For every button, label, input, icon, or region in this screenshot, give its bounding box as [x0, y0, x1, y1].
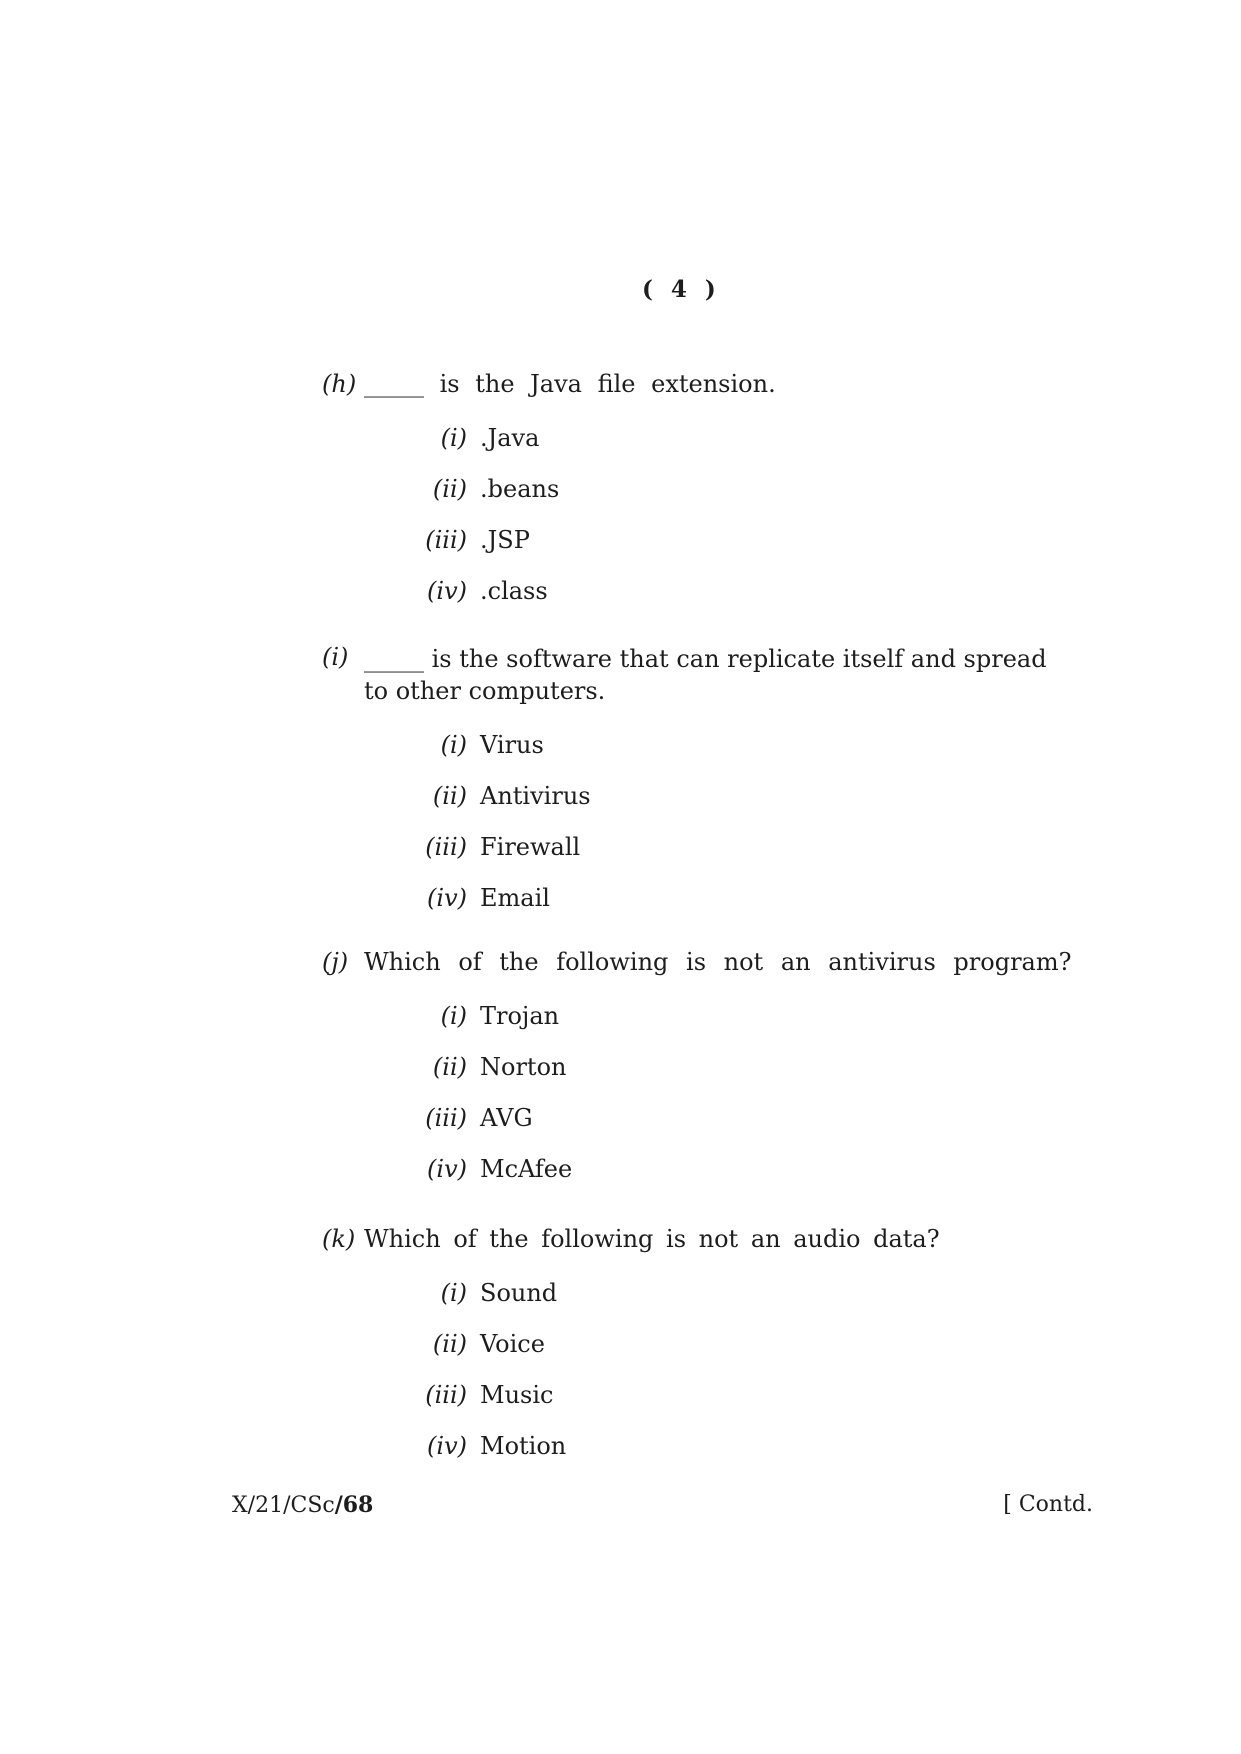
- option-label: McAfee: [480, 1155, 573, 1183]
- question-text: [364, 948, 1162, 976]
- option-row: [364, 577, 1162, 605]
- option-row: [364, 1002, 1162, 1030]
- option-label: Virus: [480, 731, 544, 759]
- question-k: [322, 1225, 1162, 1460]
- option-label: .Java: [480, 424, 540, 452]
- option-numeral: (ii): [432, 782, 467, 810]
- paper-code: [232, 1492, 373, 1518]
- option-list: [364, 731, 1162, 912]
- option-numeral: (ii): [432, 475, 467, 503]
- option-row: [364, 1155, 1162, 1183]
- option-numeral: (i): [440, 731, 467, 759]
- option-row: [364, 1381, 1162, 1409]
- question-text-line: to other computers.: [364, 677, 606, 705]
- option-row: [364, 526, 1162, 554]
- option-row: [364, 475, 1162, 503]
- question-h: [322, 370, 1162, 605]
- option-label: Norton: [480, 1053, 567, 1081]
- question-text-line: _____ is the Java file extension.: [364, 370, 776, 398]
- option-list: [364, 1002, 1162, 1183]
- question-text: [364, 370, 1162, 398]
- option-numeral: (i): [440, 424, 467, 452]
- option-row: [364, 782, 1162, 810]
- question-text-line: Which of the following is not an audio data?: [364, 1225, 940, 1253]
- question-label: (i): [322, 643, 349, 671]
- option-numeral: (iv): [427, 577, 467, 605]
- option-numeral: (iii): [425, 1381, 467, 1409]
- question-text-line: _____ is the software that can replicate itself and spread: [364, 645, 1047, 673]
- option-row: [364, 884, 1162, 912]
- option-row: [364, 1432, 1162, 1460]
- option-numeral: (iii): [425, 1104, 467, 1132]
- option-label: Firewall: [480, 833, 581, 861]
- option-label: Sound: [480, 1279, 558, 1307]
- question-text-line: Which of the following is not an antivirus program?: [364, 948, 1072, 976]
- option-numeral: (iv): [427, 1155, 467, 1183]
- option-row: [364, 1330, 1162, 1358]
- option-label: Trojan: [480, 1002, 560, 1030]
- question-label: (h): [322, 370, 357, 398]
- page-number: ( 4 ): [642, 276, 721, 303]
- option-numeral: (iv): [427, 884, 467, 912]
- option-row: [364, 1279, 1162, 1307]
- option-label: Voice: [480, 1330, 545, 1358]
- question-label: (j): [322, 948, 349, 976]
- option-numeral: (i): [440, 1279, 467, 1307]
- question-label: (k): [322, 1225, 356, 1253]
- option-label: .JSP: [480, 526, 530, 554]
- question-text: [364, 1225, 1162, 1253]
- option-row: [364, 1104, 1162, 1132]
- paper-code-regular: X/21/CSc: [232, 1493, 335, 1518]
- option-row: [364, 424, 1162, 452]
- option-numeral: (ii): [432, 1330, 467, 1358]
- option-label: .class: [480, 577, 548, 605]
- option-row: [364, 731, 1162, 759]
- option-numeral: (ii): [432, 1053, 467, 1081]
- option-label: Motion: [480, 1432, 567, 1460]
- option-label: Music: [480, 1381, 554, 1409]
- option-label: Email: [480, 884, 550, 912]
- question-j: [322, 948, 1162, 1183]
- paper-code-bold: /68: [334, 1492, 374, 1518]
- option-numeral: (i): [440, 1002, 467, 1030]
- question-text: [364, 643, 1162, 707]
- contd-note: [ Contd.: [1003, 1492, 1093, 1517]
- option-numeral: (iii): [425, 526, 467, 554]
- option-label: .beans: [480, 475, 560, 503]
- option-label: Antivirus: [480, 782, 591, 810]
- option-list: [364, 424, 1162, 605]
- option-row: [364, 833, 1162, 861]
- question-i: [322, 643, 1162, 912]
- option-label: AVG: [480, 1104, 533, 1132]
- option-numeral: (iii): [425, 833, 467, 861]
- page-footer: [232, 1492, 1093, 1518]
- option-numeral: (iv): [427, 1432, 467, 1460]
- option-list: [364, 1279, 1162, 1460]
- option-row: [364, 1053, 1162, 1081]
